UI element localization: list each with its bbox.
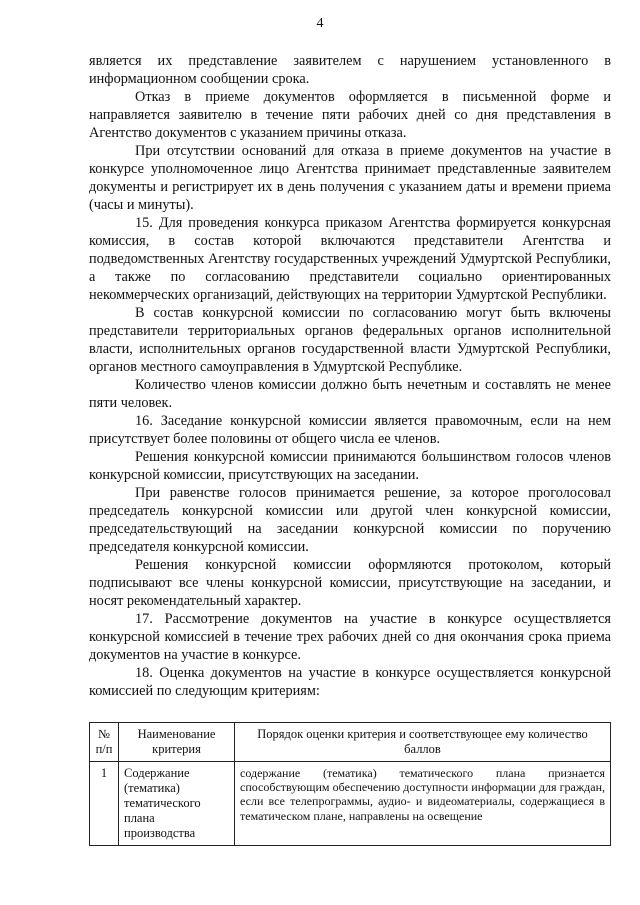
- header-number: № п/п: [90, 723, 119, 762]
- paragraph: Решения конкурсной комиссии принимаются большинством голосов членов конкурсной комиссии, присутствующих на заседании.: [89, 449, 611, 483]
- paragraph: При равенстве голосов принимается решение, за которое проголосовал председатель конкурсной комиссии или другой член конкурсной комиссии, председательствующий на заседании конкурсной комиссии по поручению председателя конкурсной комиссии.: [89, 485, 611, 555]
- paragraph: 18. Оценка документов на участие в конкурсе осуществляется конкурсной комиссией по следующим критериям:: [89, 665, 611, 699]
- row-evaluation-text: содержание (тематика) тематического плана признается способствующим обеспечению доступности информации для граждан, если все телепрограммы, аудио- и видеоматериалы, содержащиеся в тематическом плане, направлены на освещение: [235, 762, 611, 846]
- row-criterion-name: Содержание (тематика) тематического плана производства: [119, 762, 235, 846]
- paragraph: 16. Заседание конкурсной комиссии является правомочным, если на нем присутствует более половины от общего числа ее членов.: [89, 413, 611, 447]
- paragraph: 15. Для проведения конкурса приказом Агентства формируется конкурсная комиссия, в состав которой включаются представители Агентства и подведомственных Агентству государственных учреждений Удмуртской Республики, а также по согласованию представители социально ориентированных некоммерческих организаций, действующих на территории Удмуртской Республики.: [89, 215, 611, 303]
- document-body: [89, 52, 611, 700]
- paragraph: Количество членов комиссии должно быть нечетным и составлять не менее пяти человек.: [89, 377, 611, 411]
- paragraph: В состав конкурсной комиссии по согласованию могут быть включены представители территориальных органов федеральных органов исполнительной власти, исполнительных органов государственной власти Удмуртской Республики, органов местного самоуправления в Удмуртской Республике.: [89, 305, 611, 375]
- paragraph: Отказ в приеме документов оформляется в письменной форме и направляется заявителю в течение пяти рабочих дней со дня представления в Агентство документов с указанием причины отказа.: [89, 89, 611, 141]
- paragraph: является их представление заявителем с нарушением установленного в информационном сообщении срока.: [89, 53, 611, 87]
- table-header-row: [90, 723, 611, 762]
- paragraph: При отсутствии оснований для отказа в приеме документов на участие в конкурсе уполномоченное лицо Агентства принимает представленные заявителем документы и регистрирует их в день получения с указанием даты и времени приема (часы и минуты).: [89, 143, 611, 213]
- paragraph: 17. Рассмотрение документов на участие в конкурсе осуществляется конкурсной комиссией в течение трех рабочих дней со дня окончания срока приема документов на участие в конкурсе.: [89, 611, 611, 663]
- header-evaluation-order: Порядок оценки критерия и соответствующее ему количество баллов: [235, 723, 611, 762]
- table-row: [90, 762, 611, 846]
- header-criterion-name: Наименование критерия: [119, 723, 235, 762]
- page-number: 4: [316, 16, 324, 31]
- criteria-table: [89, 722, 611, 846]
- paragraph: Решения конкурсной комиссии оформляются протоколом, который подписывают все члены конкурсной комиссии, присутствующие на заседании, и носят рекомендательный характер.: [89, 557, 611, 609]
- row-number: 1: [90, 762, 119, 846]
